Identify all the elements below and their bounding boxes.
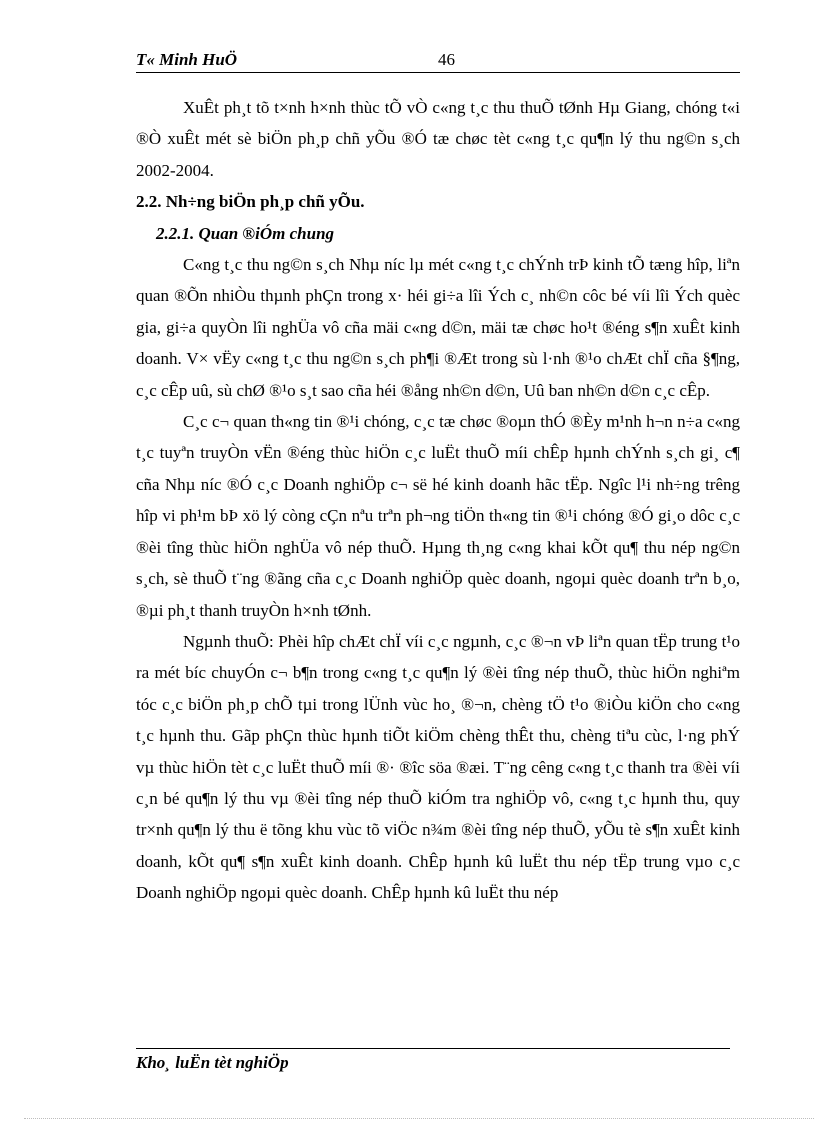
page-header <box>136 50 740 73</box>
section-heading: 2.2. Nh÷ng biÖn ph¸p chñ yÕu. <box>136 192 365 212</box>
subsection-heading: 2.2.1. Quan ®iÓm chung <box>156 223 335 243</box>
page-number: 46 <box>438 50 455 69</box>
page-body <box>136 92 740 909</box>
header-author: T« Minh HuÖ <box>136 50 238 69</box>
body-paragraph: C«ng t¸c thu ng©n s¸ch Nhµ níc lµ mét c«ng t¸c chÝnh trÞ kinh tÕ tæng hîp, liªn quan ®Õn nhiÒu thµnh phÇn trong x· héi gi÷a lîi Ých c¸ nh©n côc bé víi lîi Ých quèc gia, gi÷a quyÒn lîi nghÜa vô cña mäi c«ng d©n, mäi tæ chøc ho¹t ®éng s¶n xuÊt kinh doanh. V× vËy c«ng t¸c thu ng©n s¸ch ph¶i ®Æt trong sù l·nh ®¹o chÆt chÏ cña §¶ng, c¸c cÊp uû, sù chØ ®¹o s¸t sao cña héi ®ång nh©n d©n, Uû ban nh©n d©n c¸c cÊp. <box>136 255 740 400</box>
footer-note: Kho¸ luËn tèt nghiÖp <box>136 1053 289 1072</box>
intro-paragraph: XuÊt ph¸t tõ t×nh h×nh thùc tÕ vÒ c«ng t¸c thu thuÕ tØnh Hµ Giang, chóng t«i ®Ò xuÊt mét sè biÖn ph¸p chñ yÕu ®Ó tæ chøc tèt c«ng t¸c qu¶n lý thu ng©n s¸ch 2002-2004. <box>136 98 740 180</box>
body-paragraph: C¸c c¬ quan th«ng tin ®¹i chóng, c¸c tæ chøc ®oµn thÓ ®Èy m¹nh h¬n n÷a c«ng t¸c tuyªn truyÒn vËn ®éng thùc hiÖn c¸c luËt thuÕ míi chÊp hµnh chÝnh s¸ch gi¸ c¶ cña Nhµ níc ®Ó c¸c Doanh nghiÖp c¬ së hé kinh doanh hãc tËp. Ngîc l¹i nh÷ng trêng hîp vi ph¹m bÞ xö lý còng cÇn nªu trªn ph¬ng tiÖn th«ng tin ®¹i chóng ®Ó gi¸o dôc c¸c ®èi tîng thùc hiÖn nghÜa vô nép thuÕ. Hµng th¸ng c«ng khai kÕt qu¶ thu nép ng©n s¸ch, sè thuÕ t¨ng ®ãng cña c¸c Doanh nghiÖp quèc doanh, ngoµi quèc doanh trªn b¸o, ®µi ph¸t thanh truyÒn h×nh tØnh. <box>136 412 740 620</box>
body-paragraph: Ngµnh thuÕ: Phèi hîp chÆt chÏ víi c¸c ngµnh, c¸c ®¬n vÞ liªn quan tËp trung t¹o ra mét bíc chuyÓn c¬ b¶n trong c«ng t¸c qu¶n lý ®èi tîng nép thuÕ, thùc hiÖn nghiªm tóc c¸c biÖn ph¸p chÕ tµi trong lÜnh vùc ho¸ ®¬n, chèng tÖ t¹o ®iÒu kiÖn cho c«ng t¸c hµnh thu. Gãp phÇn thùc hµnh tiÕt kiÖm chèng thÊt thu, chèng tiªu cùc, l·ng phÝ vµ thùc hiÖn tèt c¸c luËt thuÕ míi ®· ®îc söa ®æi. T¨ng cêng c«ng t¸c thanh tra ®èi víi c¸n bé qu¶n lý thu vµ ®èi tîng nép thuÕ kiÓm tra nghiÖp vô, c«ng t¸c hµnh thu, quy tr×nh qu¶n lý thu ë tõng khu vùc tõ viÖc n¾m ®èi tîng nép thuÕ, yÕu tè s¶n xuÊt kinh doanh, kÕt qu¶ s¶n xuÊt kinh doanh. ChÊp hµnh kû luËt thu nép tËp trung vµo c¸c Doanh nghiÖp ngoµi quèc doanh. ChÊp hµnh kû luËt thu nép <box>136 631 740 903</box>
page-footer <box>136 1048 730 1073</box>
page-edge-divider <box>24 1118 814 1119</box>
